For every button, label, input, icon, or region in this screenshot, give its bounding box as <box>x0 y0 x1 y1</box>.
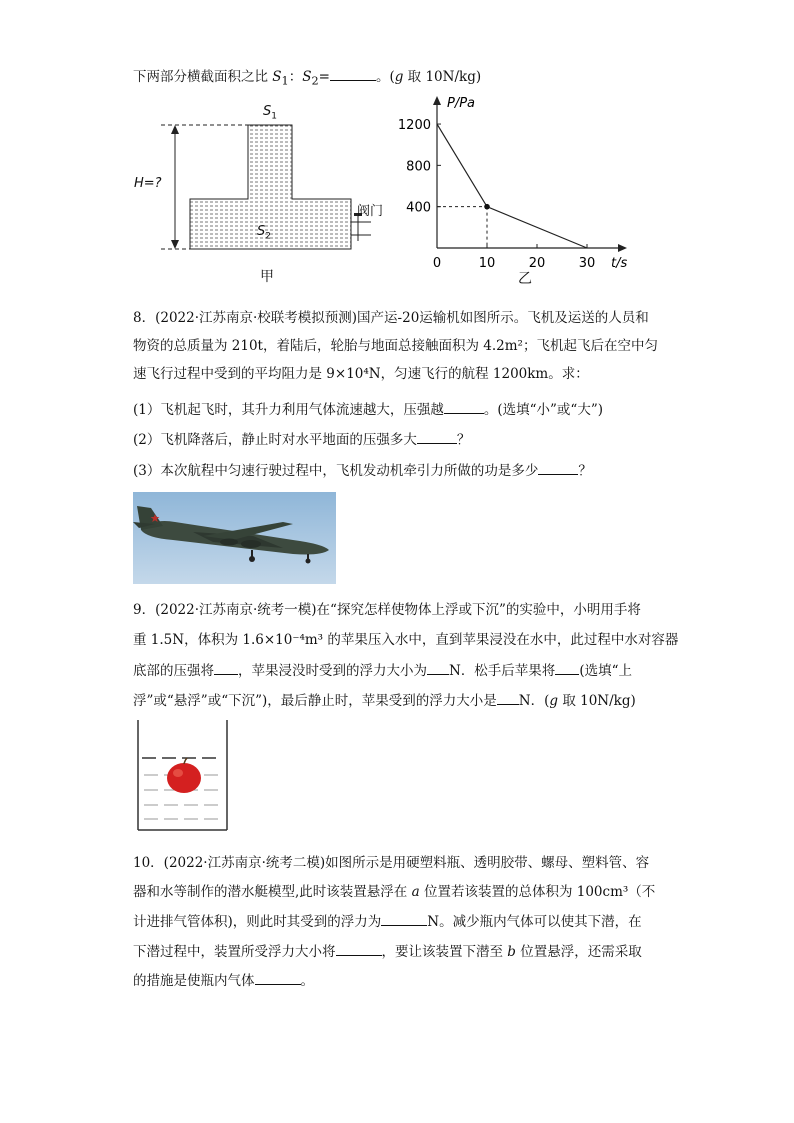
y-tick-label: 800 <box>406 159 431 175</box>
q9-line-2: 重 1.5N，体积为 1.6×10⁻⁴m³ 的苹果压入水中，直到苹果浸没在水中，此过程中水对容器 <box>133 632 679 648</box>
apple-icon <box>167 758 201 793</box>
y-axis-arrow <box>433 96 441 105</box>
q8-line-3: 速飞行过程中受到的平均阻力是 9×10⁴N，匀速飞行的航程 1200km。求： <box>133 366 589 382</box>
q10-line-5: 的措施是使瓶内气体 。 <box>133 970 314 991</box>
x-axis-label: t/s <box>611 256 628 271</box>
answer-blank[interactable] <box>255 970 301 985</box>
answer-blank[interactable] <box>497 690 519 705</box>
pressure-time-chart <box>395 88 645 278</box>
x-tick-label: 0 <box>432 256 442 271</box>
x-tick-label: 10 <box>478 256 496 271</box>
answer-blank[interactable] <box>330 66 376 81</box>
y-axis-label: P/Pa <box>447 96 476 111</box>
q7-line: 下两部分横截面积之比 $S_1$：$S_2=$ 。(g 取 10N/kg) <box>133 66 481 92</box>
q8-sub-3: (3）本次航程中匀速行驶过程中，飞机发动机牵引力所做的功是多少 ？ <box>133 460 592 481</box>
answer-blank[interactable] <box>336 941 382 956</box>
q10-line-4: 下潜过程中，装置所受浮力大小将 ，要让该装置下潜至 b 位置悬浮，还需采取 <box>133 941 642 962</box>
q8-sub-1: (1）飞机起飞时，其升力利用气体流速越大，压强越 。(选填“小”或“大”) <box>133 399 603 420</box>
pressure-line <box>437 124 587 248</box>
y-tick-label: 1200 <box>397 118 431 134</box>
y-tick-label: 400 <box>406 200 431 216</box>
q8-line-2: 物资的总质量为 210t，着陆后，轮胎与地面总接触面积为 4.2m²；飞机起飞后在空中匀 <box>133 338 658 354</box>
q10-line-2: 器和水等制作的潜水艇模型,此时该装置悬浮在 a 位置若该装置的总体积为 100cm³（不 <box>133 884 656 900</box>
q10-line-1: 10．(2022·江苏南京·统考二模)如图所示是用硬塑料瓶、透明胶带、螺母、塑料管、容 <box>133 855 650 871</box>
q8-sub-2: (2）飞机降落后，静止时对水平地面的压强多大 ？ <box>133 429 470 450</box>
label-s1: $S_1$ <box>263 104 277 122</box>
x-axis-arrow <box>618 244 627 252</box>
break-point <box>484 204 490 210</box>
caption-yi: 乙 <box>518 271 532 287</box>
transport-plane-photo <box>133 492 336 584</box>
x-tick-label: 30 <box>578 256 596 271</box>
answer-blank[interactable] <box>444 399 484 414</box>
x-tick-label: 20 <box>528 256 546 271</box>
q9-line-4: 浮”或“悬浮”或“下沉”)，最后静止时，苹果受到的浮力大小是 N．(g 取 10N/kg) <box>133 690 636 711</box>
answer-blank[interactable] <box>427 660 449 675</box>
q8-line-1: 8．(2022·江苏南京·校联考模拟预测)国产运-20运输机如图所示。飞机及运送的人员和 <box>133 310 649 326</box>
label-height: H=? <box>134 176 162 191</box>
q9-line-3: 底部的压强将 ，苹果浸没时受到的浮力大小为 N．松手后苹果将 (选填“上 <box>133 660 632 681</box>
answer-blank[interactable] <box>214 660 238 675</box>
label-valve: 阀门 <box>357 204 384 219</box>
answer-blank[interactable] <box>555 660 579 675</box>
answer-blank[interactable] <box>538 460 578 475</box>
answer-blank[interactable] <box>381 911 427 926</box>
answer-blank[interactable] <box>417 429 457 444</box>
label-s2: $S_2$ <box>257 224 271 242</box>
q9-line-1: 9．(2022·江苏南京·统考一模)在“探究怎样使物体上浮或下沉”的实验中，小明用手将 <box>133 602 641 618</box>
beaker-apple-figure <box>136 720 230 832</box>
q10-line-3: 计进排气管体积)，则此时其受到的浮力为 N。减少瓶内气体可以使其下潜，在 <box>133 911 642 932</box>
caption-jia: 甲 <box>260 269 274 285</box>
container-diagram <box>125 96 395 286</box>
